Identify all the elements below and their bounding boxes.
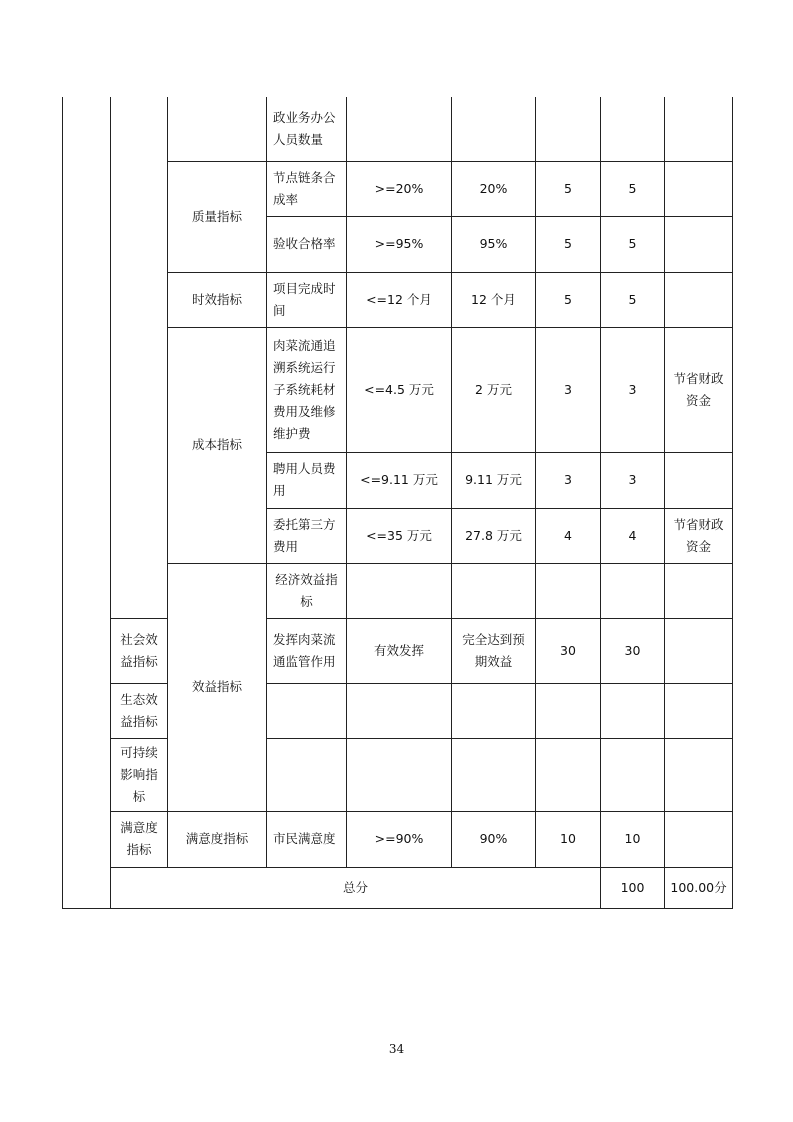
weight-cell: 10 [536,811,601,867]
score-cell: 4 [601,508,665,563]
actual-cell: 2 万元 [452,327,536,452]
indicator-cell: 委托第三方费用 [267,508,347,563]
indicator-cell: 发挥肉菜流通监管作用 [267,618,347,683]
actual-cell [452,683,536,738]
score-cell [601,683,665,738]
total-score: 100.00分 [665,867,733,908]
score-cell [665,563,733,618]
score-cell: 5 [601,161,665,216]
indicator-cell: 市民满意度 [267,811,347,867]
score-cell: 10 [601,811,665,867]
note-cell [665,161,733,216]
level3-cell: 成本指标 [168,327,267,563]
weight-cell: 3 [536,327,601,452]
weight-cell: 3 [536,452,601,508]
weight-cell [536,97,601,161]
score-cell: 30 [601,618,665,683]
indicator-cell: 肉菜流通追溯系统运行子系统耗材费用及维修维护费 [267,327,347,452]
target-cell: <=12 个月 [347,272,452,327]
page-number: 34 [388,1042,405,1056]
note-cell: 节省财政资金 [665,508,733,563]
indicator-cell: 节点链条合成率 [267,161,347,216]
total-row [63,867,733,908]
weight-cell [601,563,665,618]
total-label: 总分 [111,867,601,908]
level3-cell: 质量指标 [168,161,267,272]
level3-cell: 经济效益指标 [267,563,347,618]
note-cell [665,683,733,738]
indicator-cell: 验收合格率 [267,216,347,272]
level1-cell-empty [63,97,111,908]
actual-cell: 9.11 万元 [452,452,536,508]
table-row [63,683,733,738]
target-cell: <=9.11 万元 [347,452,452,508]
target-cell [452,563,536,618]
score-cell: 3 [601,452,665,508]
note-cell [665,738,733,811]
indicator-cell: 政业务办公人员数量 [267,97,347,161]
score-cell [601,738,665,811]
target-cell: >=90% [347,811,452,867]
actual-cell [452,97,536,161]
actual-cell [452,738,536,811]
actual-cell: 27.8 万元 [452,508,536,563]
target-cell: >=95% [347,216,452,272]
target-cell: 有效发挥 [347,618,452,683]
note-cell [665,452,733,508]
table-row [63,811,733,867]
actual-cell: 20% [452,161,536,216]
indicator-cell: 聘用人员费用 [267,452,347,508]
weight-cell: 4 [536,508,601,563]
level2-cell-empty [111,97,168,618]
actual-cell: 12 个月 [452,272,536,327]
level2-cell: 满意度指标 [111,811,168,867]
weight-cell [536,738,601,811]
target-cell [347,97,452,161]
level3-cell: 满意度指标 [168,811,267,867]
table-row [63,738,733,811]
note-cell [665,811,733,867]
target-cell [347,738,452,811]
target-cell [347,683,452,738]
note-cell [665,97,733,161]
table-row [63,618,733,683]
actual-cell: 90% [452,811,536,867]
score-cell [601,97,665,161]
weight-cell: 30 [536,618,601,683]
level3-cell: 可持续影响指标 [111,738,168,811]
score-cell: 5 [601,272,665,327]
level3-cell-empty [168,97,267,161]
actual-cell [536,563,601,618]
total-weight: 100 [601,867,665,908]
target-cell: <=35 万元 [347,508,452,563]
score-cell: 3 [601,327,665,452]
indicator-cell [267,683,347,738]
weight-cell: 5 [536,161,601,216]
target-cell: >=20% [347,161,452,216]
indicator-cell [347,563,452,618]
performance-table [62,97,733,909]
note-cell: 节省财政资金 [665,327,733,452]
level3-cell: 生态效益指标 [111,683,168,738]
indicator-cell: 项目完成时间 [267,272,347,327]
actual-cell: 完全达到预期效益 [452,618,536,683]
weight-cell: 5 [536,216,601,272]
level2-cell: 效益指标 [168,563,267,811]
actual-cell: 95% [452,216,536,272]
weight-cell: 5 [536,272,601,327]
note-cell [665,618,733,683]
table-row [63,97,733,161]
indicator-cell [267,738,347,811]
level3-cell: 社会效益指标 [111,618,168,683]
note-cell [665,216,733,272]
weight-cell [536,683,601,738]
note-cell [665,272,733,327]
target-cell: <=4.5 万元 [347,327,452,452]
score-cell: 5 [601,216,665,272]
level3-cell: 时效指标 [168,272,267,327]
